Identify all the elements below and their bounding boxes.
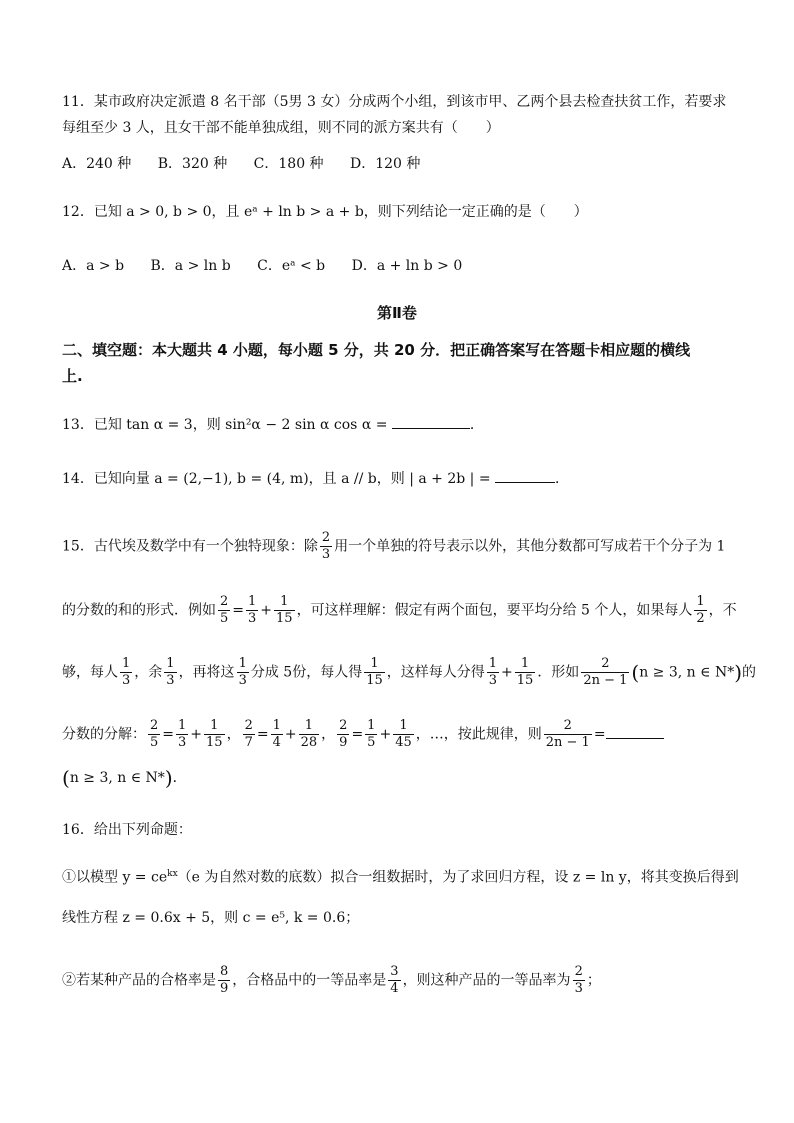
fraction: $\frac{2}{9}$: [339, 718, 348, 750]
part2-heading: 第Ⅱ卷: [377, 304, 417, 322]
q12-option-a: A．a > b: [62, 258, 125, 274]
q16-prop1-line1: ①以模型 $y = ce^{kx}(e$ 为自然对数的底数）拟合一组数据时，为了求回归方程，设 z = ln y，将其变换后得到: [62, 869, 739, 886]
fraction: $\frac{2}{3}$: [321, 530, 331, 562]
q15-answer-blank: [606, 724, 664, 739]
fraction: $\frac{1}{15}$: [276, 594, 293, 626]
fraction: $\frac{1}{4}$: [272, 718, 281, 750]
fraction: $\frac{1}{15}$: [516, 656, 534, 688]
q15-line2: 的分数的和的形式．例如 $\frac{2}{5}$ = $\frac{1}{3}$ + $\frac{1}{15}$ ，可这样理解：假定有两个面包，要平均分给 5 个人，如果每人 $\frac{1}{2}$ ，不: [62, 594, 737, 626]
q15-text: 15．古代埃及数学中有一个独特现象：除: [62, 538, 318, 555]
fraction: $\frac{1}{3}$: [178, 718, 187, 750]
q11-option-c: C．180 种: [253, 156, 324, 172]
q14: [62, 468, 569, 489]
q15-line1: [62, 530, 725, 563]
q13: [62, 414, 484, 435]
q12-text: 12．已知 a > 0, b > 0，且 eᵃ + ln b > a + b，则下列结论一定正确的是（ ）: [62, 204, 588, 220]
section-heading-line2: 上.: [62, 367, 83, 385]
fraction: $\frac{8}{9}$: [220, 964, 229, 996]
fraction: $\frac{2}{2n - 1}$: [545, 718, 590, 750]
q15-text: ，可这样理解：假定有两个面包，要平均分给 5 个人，如果每人: [296, 602, 693, 619]
q13-answer-blank: [392, 414, 470, 429]
q16-title: 16．给出下列命题：: [62, 822, 192, 838]
q14-text: 14．已知向量 a = (2,−1), b = (4, m)，且 a // b，则 | a + 2b | =: [62, 471, 491, 487]
fraction: $\frac{1}{3}$: [248, 594, 257, 626]
q11-option-b: B．320 种: [157, 156, 228, 172]
fraction: $\frac{1}{15}$: [206, 718, 223, 750]
fraction: $\frac{1}{3}$: [166, 656, 175, 688]
q14-answer-blank: [495, 468, 555, 483]
q15-line4: 分数的分解： $\frac{2}{5}$ = $\frac{1}{3}$ + $\frac{1}{15}$ ， $\frac{2}{7}$ = $\frac{1}{4}$ + $\frac{1}{28}$ ， $\frac{2}{9}$ = $\frac{1}{5}$ + $\frac{1}{45}$ ，…，按此规律，则 $\frac{2}{2n - 1}$ =: [62, 718, 664, 751]
q13-text: 13．已知 tan α = 3，则 sin²α − 2 sin α cos α =: [62, 417, 388, 433]
fraction: $\frac{2}{3}$: [574, 964, 583, 996]
fraction: $\frac{2}{5}$: [150, 718, 159, 750]
q11-line1: 11．某市政府决定派遣 8 名干部（5男 3 女）分成两个小组，到该市甲、乙两个县去检查扶贫工作，若要求: [62, 94, 727, 110]
q15-line5: (n ≥ 3, n ∈ N*)．: [62, 766, 187, 790]
q11-option-d: D．120 种: [350, 156, 421, 172]
q11-option-a: A．240 种: [62, 156, 132, 172]
fraction: $\frac{3}{4}$: [390, 964, 399, 996]
q11-line2: 每组至少 3 人，且女干部不能单独成组，则不同的派方案共有（ ）: [62, 120, 500, 136]
q11-options: [62, 154, 442, 174]
q15-text: 用一个单独的符号表示以外，其他分数都可写成若干个分子为 1: [334, 538, 726, 555]
fraction: $\frac{2}{5}$: [220, 594, 229, 626]
q12-options: [62, 256, 484, 276]
fraction: $\frac{1}{2}$: [696, 594, 705, 626]
q16-prop2: ②若某种产品的合格率是 $\frac{8}{9}$ ，合格品中的一等品率是 $\frac{3}{4}$ ，则这种产品的一等品率为 $\frac{2}{3}$ ；: [62, 964, 601, 996]
q13-end: ．: [469, 417, 484, 433]
section-heading-line1: 二、填空题：本大题共 4 小题，每小题 5 分，共 20 分．把正确答案写在答题卡相应题的横线: [62, 341, 691, 359]
fraction: $\frac{1}{3}$: [122, 656, 131, 688]
q14-end: ．: [555, 471, 570, 487]
fraction: $\frac{1}{45}$: [395, 718, 412, 750]
q12-option-c: C．eᵃ < b: [257, 258, 326, 274]
fraction: $\frac{2}{2n - 1}$: [583, 656, 628, 688]
fraction: $\frac{1}{5}$: [367, 718, 376, 750]
q16-prop1-line2: 线性方程 z = 0.6x + 5，则 c = e⁵, k = 0.6；: [62, 910, 360, 926]
fraction: $\frac{1}{28}$: [300, 718, 318, 750]
fraction: $\frac{2}{7}$: [244, 718, 253, 750]
fraction: $\frac{1}{3}$: [488, 656, 498, 688]
q15-text: 的分数的和的形式．例如: [62, 602, 216, 619]
q12-option-d: D．a + ln b > 0: [351, 258, 463, 274]
fraction: $\frac{1}{15}$: [366, 656, 383, 688]
q12-option-b: B．a > ln b: [150, 258, 231, 274]
q15-line3: 够，每人 $\frac{1}{3}$ ，余 $\frac{1}{3}$ ，再将这 $\frac{1}{3}$ 分成 5份，每人得 $\frac{1}{15}$ ，这样每人分得 $\frac{1}{3}$ + $\frac{1}{15}$ ．形如 $\frac{2}{2n - 1}$ (n ≥ 3, n ∈ N*)的: [62, 656, 757, 688]
fraction: $\frac{1}{3}$: [238, 656, 247, 688]
